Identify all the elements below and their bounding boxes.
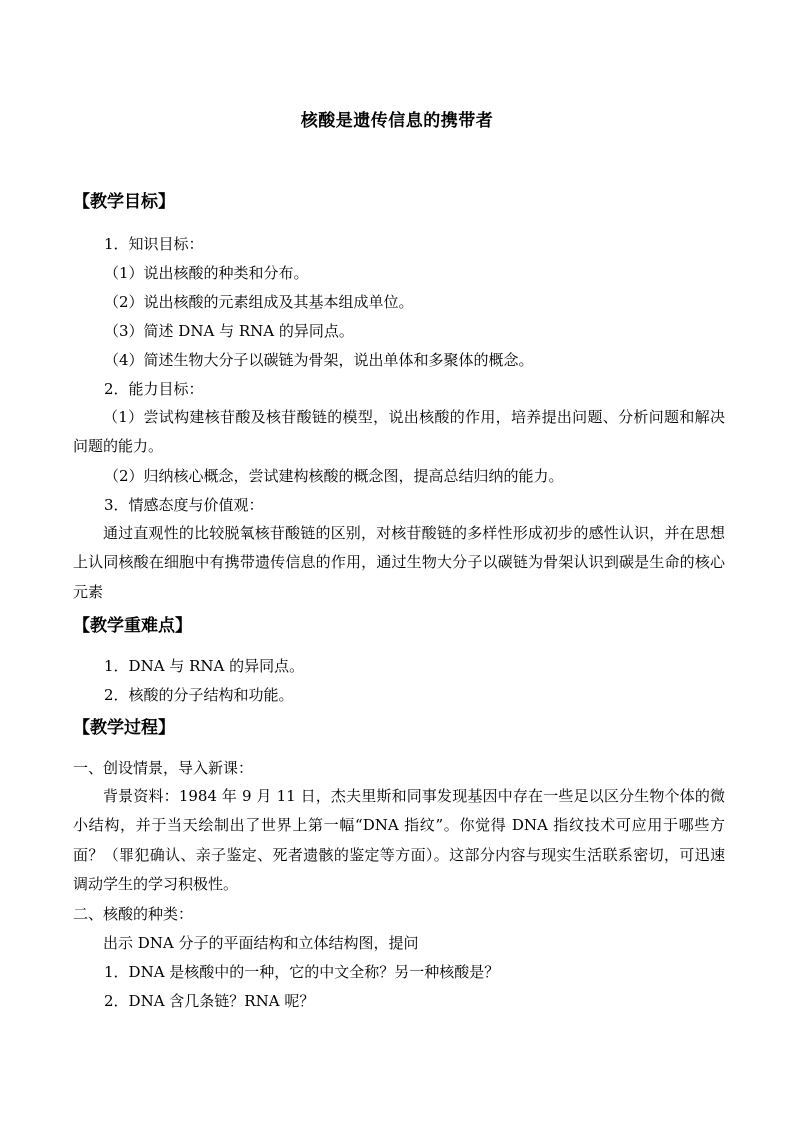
process-part2-intro: 出示 DNA 分子的平面结构和立体结构图，提问	[103, 934, 419, 952]
process-question: 1．DNA 是核酸中的一种，它的中文全称？另一种核酸是？	[104, 963, 500, 981]
process-part2-title: 二、核酸的种类：	[73, 905, 194, 923]
process-part1-text: 背景资料：1984 年 9 月 11 日，杰夫里斯和同事发现基因中存在一些足以区分生物个体的微小结构，并于当天绘制出了世界上第一幅“DNA 指纹”。你觉得 DNA 指纹技术可应用于哪些方面？（罪犯确认、亲子鉴定、死者遗骸的鉴定等方面）。这部分内容与现实生活联系密切，可迅速调动学生的学习积极性。	[73, 787, 725, 893]
ability-item: （1）尝试构建核苷酸及核苷酸链的模型，说出核酸的作用，培养提出问题、分析问题和解决问题的能力。	[73, 408, 725, 456]
objectives-heading: 【教学目标】	[73, 192, 175, 212]
key-points-heading: 【教学重难点】	[73, 616, 192, 636]
key-point-item: 1．DNA 与 RNA 的异同点。	[104, 657, 305, 675]
ability-item: （2）归纳核心概念，尝试建构核酸的概念图，提高总结归纳的能力。	[104, 467, 564, 485]
key-point-item: 2．核酸的分子结构和功能。	[104, 686, 294, 704]
process-heading: 【教学过程】	[73, 718, 175, 738]
emotion-objective-text: 通过直观性的比较脱氧核苷酸链的区别，对核苷酸链的多样性形成初步的感性认识，并在思想上认同核酸在细胞中有携带遗传信息的作用，通过生物大分子以碳链为骨架认识到碳是生命的核心元素	[73, 524, 725, 601]
process-question: 2．DNA 含几条链？RNA 呢？	[104, 992, 315, 1010]
ability-objective-label: 2．能力目标：	[104, 380, 204, 398]
knowledge-objective-label: 1．知识目标：	[104, 235, 204, 253]
emotion-objective-label: 3．情感态度与价值观：	[104, 496, 264, 514]
process-part1-title: 一、创设情景，导入新课：	[73, 759, 254, 777]
knowledge-item: （1）说出核酸的种类和分布。	[104, 264, 309, 282]
knowledge-item: （4）简述生物大分子以碳链为骨架，说出单体和多聚体的概念。	[104, 351, 534, 369]
knowledge-item: （2）说出核酸的元素组成及其基本组成单位。	[104, 293, 414, 311]
knowledge-item: （3）简述 DNA 与 RNA 的异同点。	[104, 322, 354, 340]
document-title: 核酸是遗传信息的携带者	[300, 111, 494, 131]
